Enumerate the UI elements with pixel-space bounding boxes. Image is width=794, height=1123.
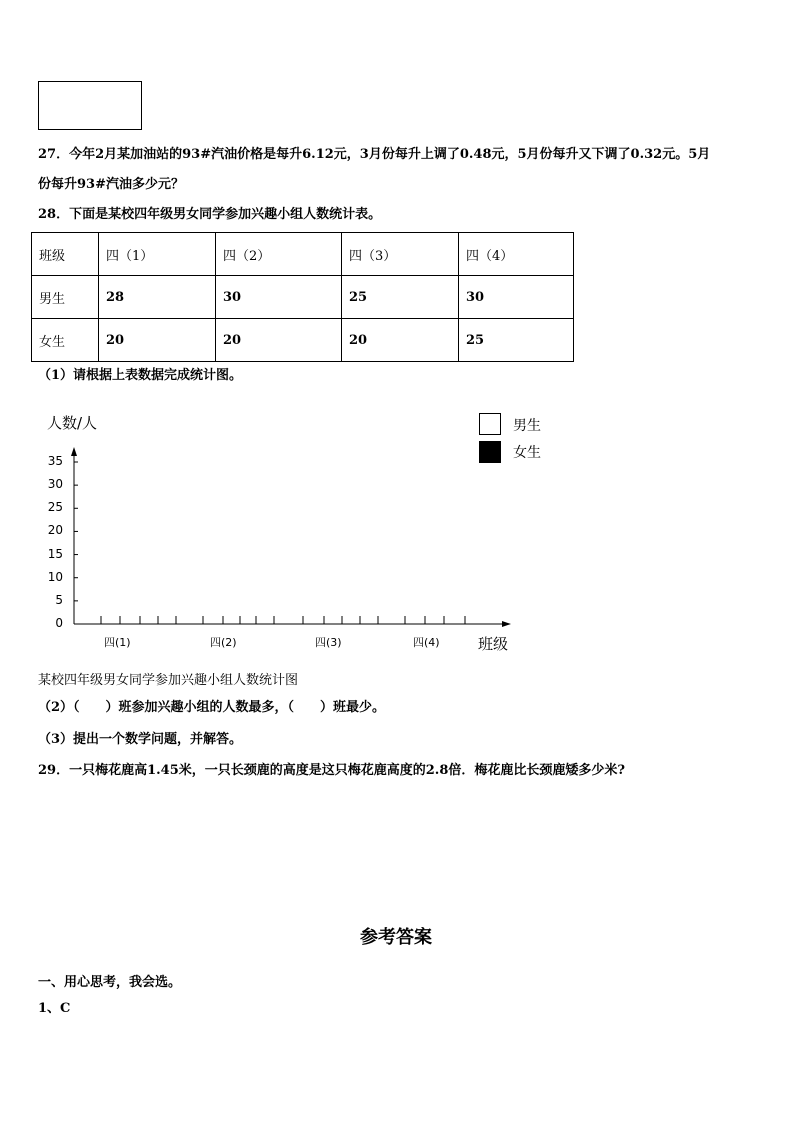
y-tick-label: 5 xyxy=(55,592,63,607)
table-row-label: 男生 xyxy=(32,276,99,319)
table-header-cell: 四（4） xyxy=(459,233,574,276)
table-cell: 20 xyxy=(342,319,459,362)
q28-sub2: （2）（ ）班参加兴趣小组的人数最多，（ ）班最少。 xyxy=(38,700,386,715)
x-tick-label: 四(1) xyxy=(104,636,131,649)
table-cell: 25 xyxy=(459,319,574,362)
table-header-cell: 四（3） xyxy=(342,233,459,276)
q28-sub1: （1）请根据上表数据完成统计图。 xyxy=(38,368,243,383)
y-tick-label: 35 xyxy=(47,454,63,468)
x-tick-label: 四(2) xyxy=(210,636,237,649)
table-cell: 30 xyxy=(216,276,342,319)
q28-sub3: （3）提出一个数学问题，并解答。 xyxy=(38,732,243,747)
q29-text: 29．一只梅花鹿高1.45米，一只长颈鹿的高度是这只梅花鹿高度的2.8倍．梅花鹿比长颈鹿矮多少米? xyxy=(38,763,625,778)
x-tick-label: 四(3) xyxy=(315,636,342,649)
chart-ylabel: 人数/人 xyxy=(47,414,98,432)
q27-line1: 27．今年2月某加油站的93#汽油价格是每升6.12元，3月份每升上调了0.48元，5月份每升又下调了0.32元。5月 xyxy=(38,147,711,162)
y-tick-label: 25 xyxy=(47,500,63,515)
answers-item1: 1、C xyxy=(38,1001,71,1016)
chart-caption: 某校四年级男女同学参加兴趣小组人数统计图 xyxy=(38,673,299,688)
table-cell: 20 xyxy=(216,319,342,362)
y-tick-marks xyxy=(74,462,78,601)
x-axis-arrow-icon xyxy=(502,621,511,627)
y-axis-arrow-icon xyxy=(71,447,77,456)
table-row-label: 女生 xyxy=(32,319,99,362)
q27-line2: 份每升93#汽油多少元？ xyxy=(38,177,184,192)
table-cell: 25 xyxy=(342,276,459,319)
x-tick-marks xyxy=(101,616,465,624)
y-tick-label: 15 xyxy=(47,546,63,561)
legend-label-girls: 女生 xyxy=(513,445,541,461)
legend-label-boys: 男生 xyxy=(513,418,541,434)
answers-title: 参考答案 xyxy=(360,927,432,948)
table-header-cell: 四（2） xyxy=(216,233,342,276)
table-cell: 20 xyxy=(99,319,216,362)
y-tick-label: 30 xyxy=(47,477,63,492)
answers-section1: 一、用心思考，我会选。 xyxy=(38,975,182,990)
y-tick-label: 20 xyxy=(47,523,63,538)
table-cell: 30 xyxy=(459,276,574,319)
chart-xlabel: 班级 xyxy=(478,635,509,653)
table-cell: 28 xyxy=(99,276,216,319)
table-header-cell: 班级 xyxy=(32,233,99,276)
q28-intro: 28．下面是某校四年级男女同学参加兴趣小组人数统计表。 xyxy=(38,207,382,222)
y-tick-label: 10 xyxy=(47,569,63,584)
x-tick-label: 四(4) xyxy=(413,636,440,649)
table-header-cell: 四（1） xyxy=(99,233,216,276)
y-tick-label: 0 xyxy=(55,616,63,630)
